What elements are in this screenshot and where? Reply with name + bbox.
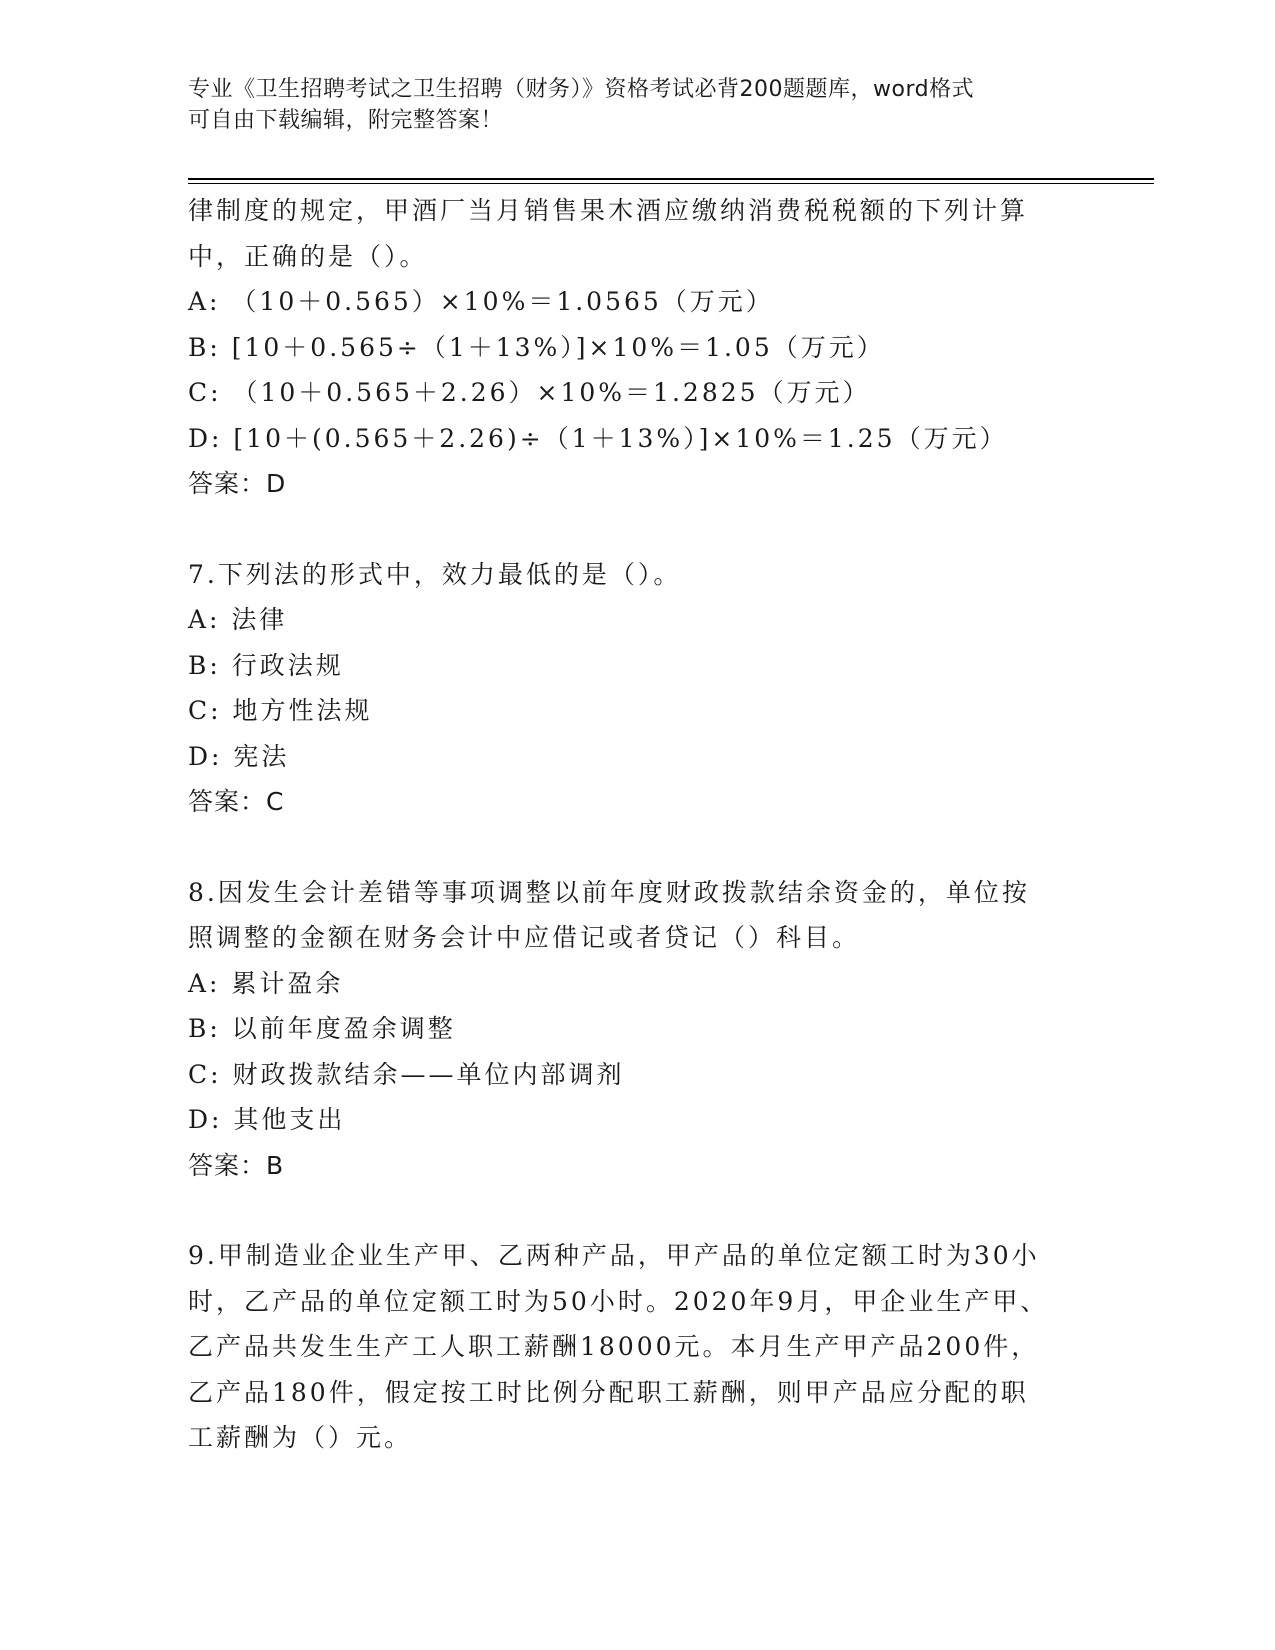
answer-label: 答案：C xyxy=(188,787,285,816)
question-stem-line: 照调整的金额在财务会计中应借记或者贷记（）科目。 xyxy=(188,923,861,952)
answer-label: 答案：D xyxy=(188,469,287,498)
question-stem-line: 9.甲制造业企业生产甲、乙两种产品，甲产品的单位定额工时为30小 xyxy=(188,1241,1040,1270)
option-d: D: 其他支出 xyxy=(188,1105,346,1134)
option-b: B: 行政法规 xyxy=(188,650,344,680)
question-spacer xyxy=(188,1188,1088,1233)
question-stem-line: 中，正确的是（）。 xyxy=(188,241,428,271)
header-divider-thin xyxy=(188,183,1154,184)
question-stem-line: 工薪酬为（）元。 xyxy=(188,1423,413,1452)
question-spacer xyxy=(188,507,1088,552)
option-d: D: 宪法 xyxy=(188,741,290,771)
document-header xyxy=(188,74,1068,136)
option-d: D: [10＋(0.565＋2.26)÷（1＋13%）]×10%＝1.25（万元） xyxy=(188,423,1008,453)
option-c: C: 财政拨款结余——单位内部调剂 xyxy=(188,1059,625,1089)
question-7 xyxy=(188,552,1088,825)
question-8 xyxy=(188,870,1088,1189)
question-spacer xyxy=(188,825,1088,870)
header-title-line-2: 可自由下载编辑，附完整答案！ xyxy=(188,108,504,133)
question-stem-line: 乙产品共发生生产工人职工薪酬18000元。本月生产甲产品200件， xyxy=(188,1332,1040,1361)
answer-label: 答案：B xyxy=(188,1150,285,1180)
option-a: A: （10＋0.565）×10%＝1.0565（万元） xyxy=(188,287,774,316)
option-c: C: 地方性法规 xyxy=(188,696,373,725)
question-stem-line: 8.因发生会计差错等事项调整以前年度财政拨款结余资金的，单位按 xyxy=(188,877,1030,907)
question-stem-line: 乙产品180件，假定按工时比例分配职工薪酬，则甲产品应分配的职 xyxy=(188,1377,1029,1407)
option-b: B: 以前年度盈余调整 xyxy=(188,1014,456,1043)
option-b: B: [10＋0.565÷（1＋13%）]×10%＝1.05（万元） xyxy=(188,332,885,362)
option-c: C: （10＋0.565＋2.26）×10%＝1.2825（万元） xyxy=(188,378,871,407)
question-6 xyxy=(188,188,1088,507)
header-title-line-1: 专业《卫生招聘考试之卫生招聘（财务）》资格考试必背200题题库，word格式 xyxy=(188,77,975,102)
option-a: A: 累计盈余 xyxy=(188,968,344,998)
question-stem-line: 律制度的规定，甲酒厂当月销售果木酒应缴纳消费税税额的下列计算 xyxy=(188,196,1029,225)
option-a: A: 法律 xyxy=(188,605,288,634)
question-stem-line: 时，乙产品的单位定额工时为50小时。2020年9月，甲企业生产甲、 xyxy=(188,1286,1049,1316)
question-stem-line: 7.下列法的形式中，效力最低的是（）。 xyxy=(188,559,682,589)
question-list xyxy=(188,188,1088,1461)
question-9 xyxy=(188,1233,1088,1461)
header-divider-thick xyxy=(188,178,1154,180)
